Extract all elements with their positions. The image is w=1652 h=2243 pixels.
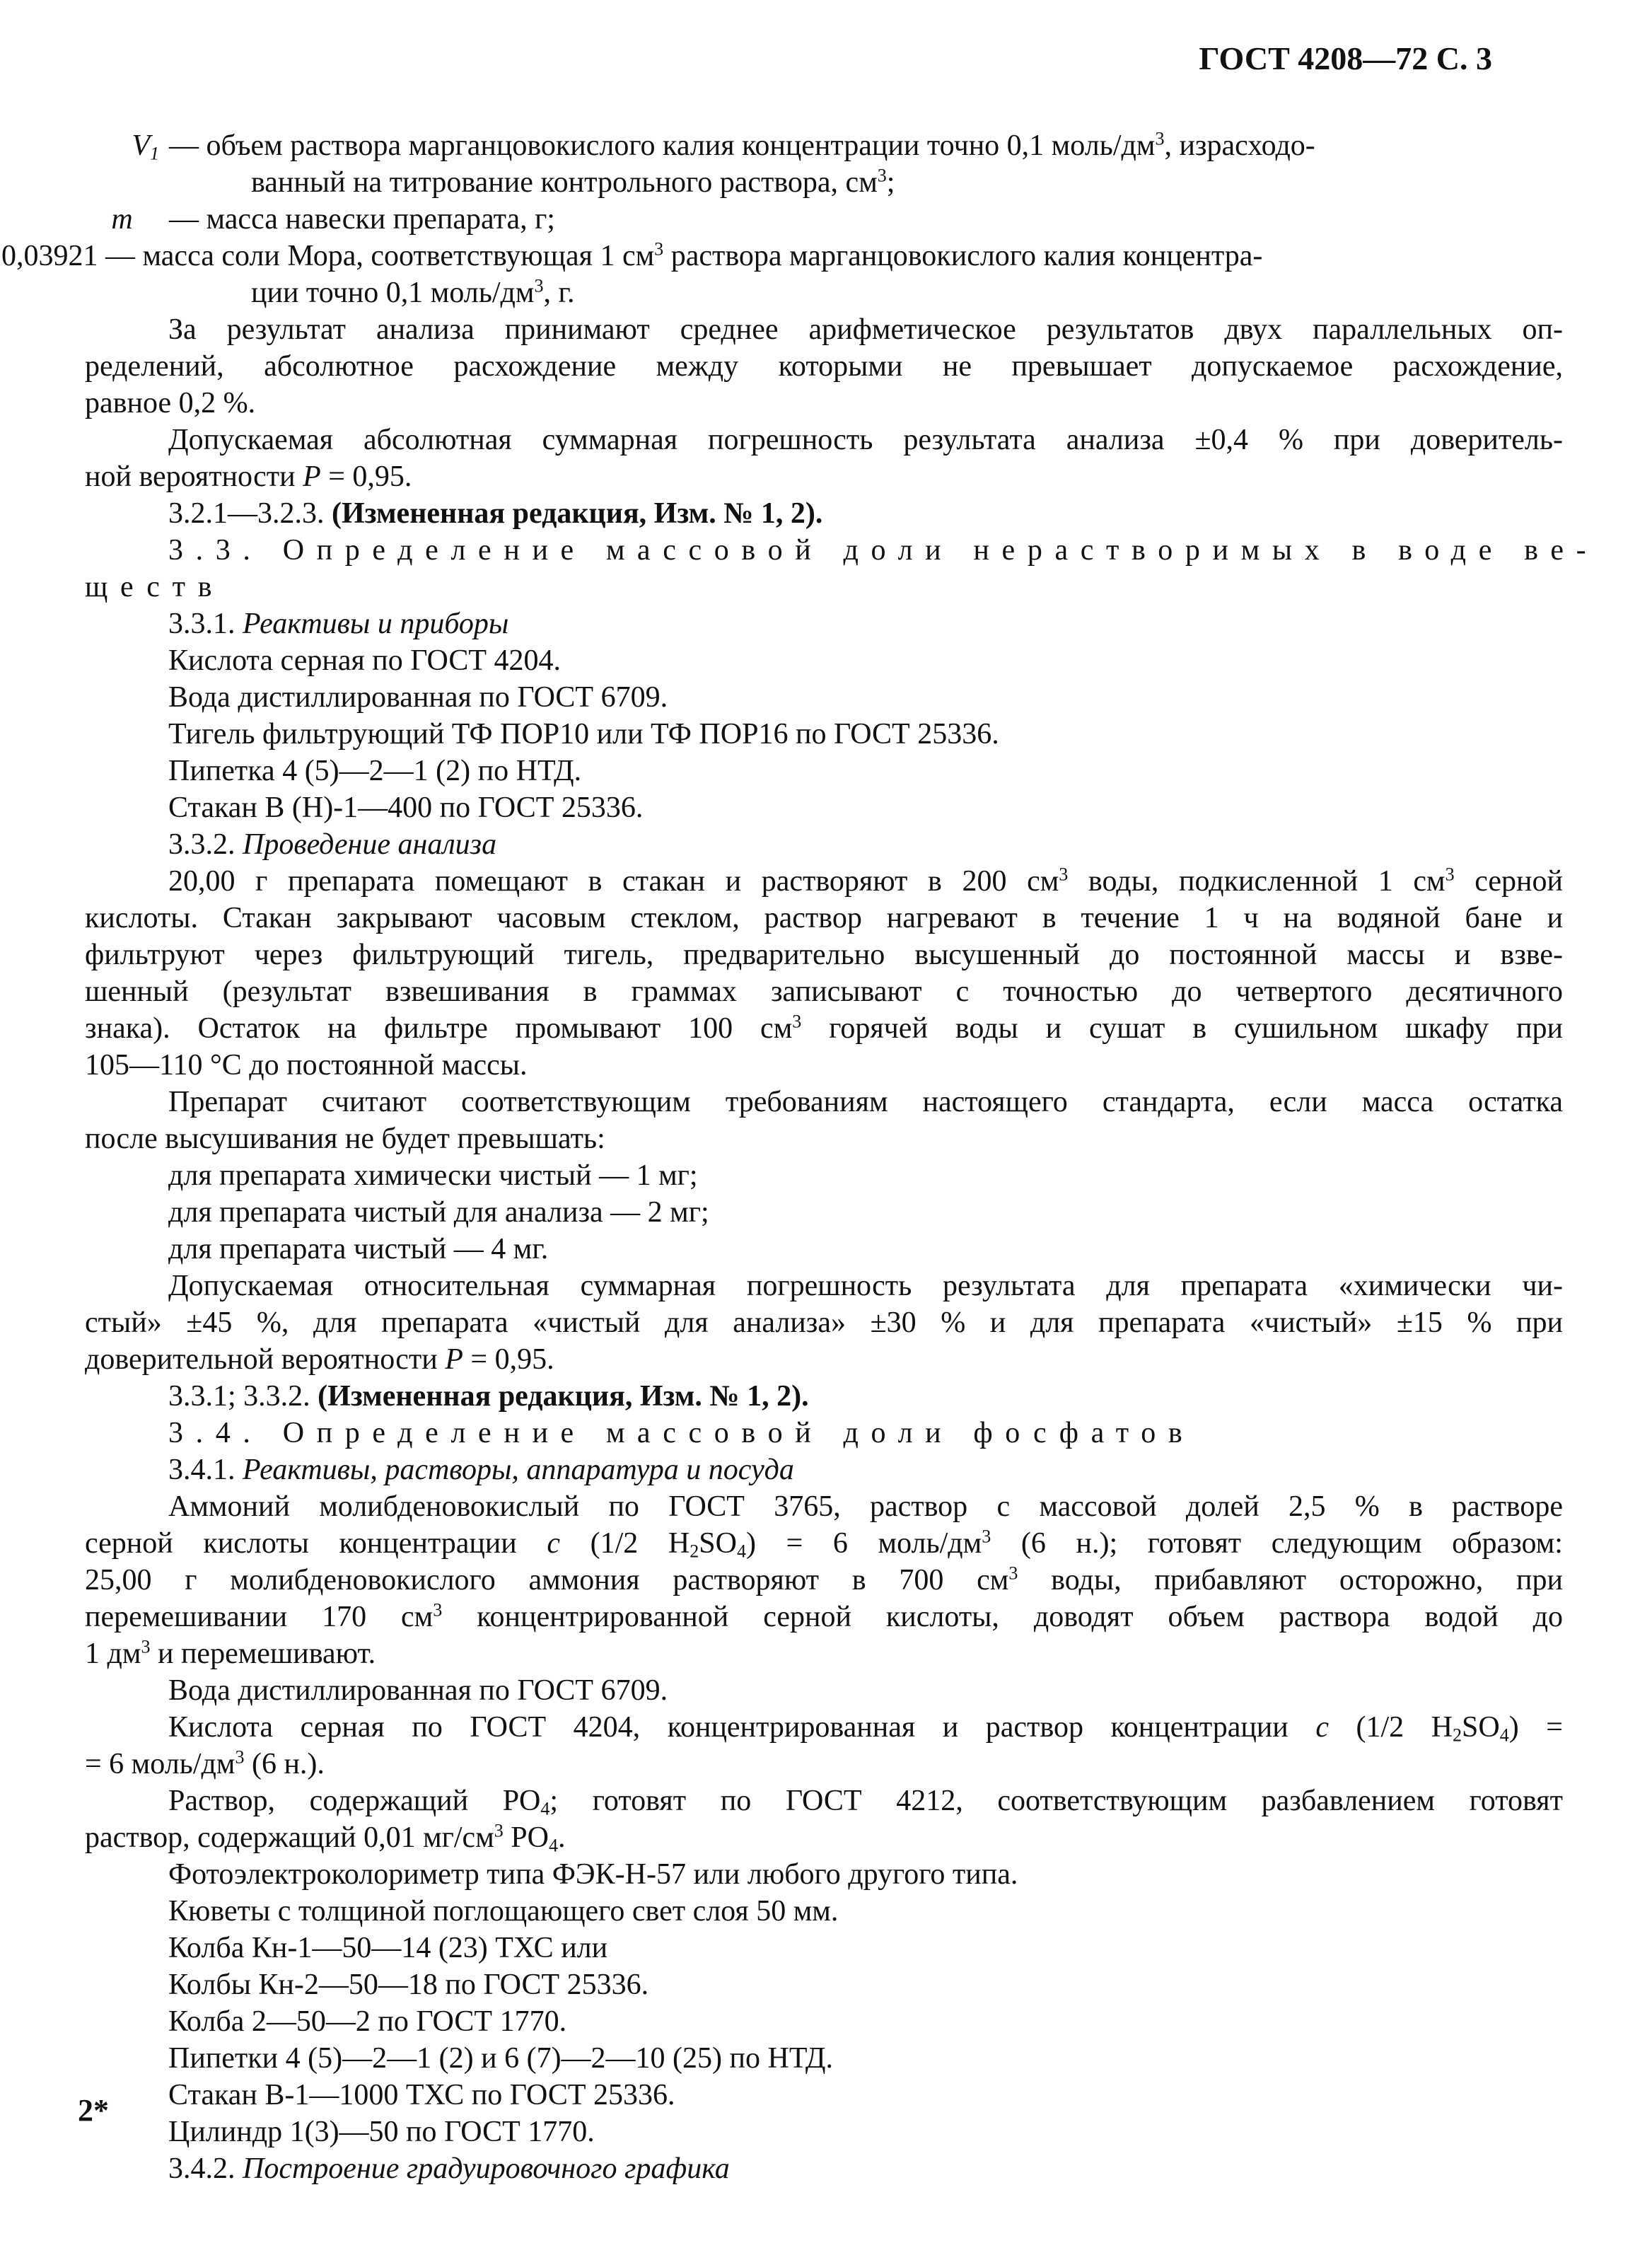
subsection-heading: 3.4.2. Построение градуировочного графика bbox=[168, 2152, 730, 2185]
list-item: для препарата чистый — 4 мг. bbox=[168, 1233, 549, 1265]
paragraph-line: перемешивании 170 $см^3$ концентрированной серной кислоты, доводят объем раствора водой до bbox=[85, 1599, 1563, 1633]
list-item: Колбы Кн-2—50—18 по ГОСТ 25336. bbox=[168, 1969, 649, 2001]
paragraph-line: раствор, содержащий 0,01 $мг/см^3$ $PO_4$. bbox=[85, 1820, 566, 1856]
list-item: Вода дистиллированная по ГОСТ 6709. bbox=[168, 681, 668, 714]
paragraph-line: серной кислоты концентрации c (1/2 $H_2SO_4) = 6$ моль/$дм^3$ (6 н.); готовят следующим образом: bbox=[85, 1526, 1563, 1562]
paragraph-line: 105—110 °С до постоянной массы. bbox=[85, 1049, 528, 1082]
list-item: Цилиндр 1(3)—50 по ГОСТ 1770. bbox=[168, 2116, 595, 2148]
paragraph-line: после высушивания не будет превышать: bbox=[85, 1123, 605, 1155]
document-body bbox=[1, 127, 1599, 2187]
paragraph-line: фильтруют через фильтрующий тигель, предварительно высушенный до постоянной массы и взве- bbox=[85, 939, 1563, 971]
subsection-heading: 3.4.1. Реактивы, растворы, аппаратура и посуда bbox=[168, 1454, 794, 1486]
variable-m: m bbox=[111, 203, 133, 236]
section-heading-3-3-line1: 3.3. Определение массовой доли нерастворимых в воде ве- bbox=[168, 534, 1599, 567]
amendment-note: 3.3.1; 3.3.2. (Измененная редакция, Изм. № 1, 2). bbox=[168, 1380, 809, 1413]
paragraph-line: Кислота серная по ГОСТ 4204, концентрированная и раствор концентрации c (1/2 $H_2SO_4$) = bbox=[168, 1711, 1563, 1746]
paragraph-line: доверительной вероятности P = 0,95. bbox=[85, 1343, 554, 1376]
definition-v1-line1: $V_1$ — объем раствора марганцовокислого калия концентрации точно 0,1 моль/$дм^3$, израсходо- bbox=[85, 127, 1563, 164]
definition-mohr-line2: ции точно 0,1 моль/$дм^3$, г. bbox=[251, 275, 575, 309]
paragraph-line: стый» ±45 %, для препарата «чистый для анализа» ±30 % и для препарата «чистый» ±15 % при bbox=[85, 1306, 1563, 1339]
paragraph-line: Раствор, содержащий $PO_4$; готовят по ГОСТ 4212, соответствующим разбавлением готовят bbox=[168, 1785, 1563, 1819]
paragraph-line: Аммоний молибденовокислый по ГОСТ 3765, раствор с массовой долей 2,5 % в растворе bbox=[168, 1490, 1563, 1523]
section-heading-3-3-line2: ществ bbox=[85, 571, 225, 603]
definition-v1-line2: ванный на титрование контрольного раствора, $см^3$; bbox=[251, 165, 895, 199]
list-item: Фотоэлектроколориметр типа ФЭК-Н-57 или любого другого типа. bbox=[168, 1858, 1018, 1891]
list-item: Тигель фильтрующий ТФ ПОР10 или ТФ ПОР16 по ГОСТ 25336. bbox=[168, 718, 999, 750]
list-item: Колба 2—50—2 по ГОСТ 1770. bbox=[168, 2005, 567, 2038]
constant-mohr: 0,03921 bbox=[1, 240, 98, 272]
paragraph-line: Допускаемая относительная суммарная погрешность результата для препарата «химически чи- bbox=[168, 1270, 1563, 1302]
definition-mohr-line1: 0,03921 — масса соли Мора, соответствующая 1 $см^3$ раствора марганцовокислого калия концентра- bbox=[1, 238, 1263, 272]
paragraph-line: = 6 моль/$дм^3$ (6 н.). bbox=[85, 1746, 325, 1780]
paragraph-line: равное 0,2 %. bbox=[85, 387, 256, 419]
paragraph-line: 20,00 г препарата помещают в стакан и растворяют в 200 $см^3$ воды, подкисленной 1 $см^3$ серной bbox=[168, 864, 1563, 898]
paragraph-line: Допускаемая абсолютная суммарная погрешность результата анализа ±0,4 % при доверитель- bbox=[168, 424, 1563, 456]
section-heading-3-4: 3.4. Определение массовой доли фосфатов bbox=[168, 1417, 1195, 1449]
list-item: Стакан В-1—1000 ТХС по ГОСТ 25336. bbox=[168, 2079, 675, 2111]
paragraph-line: ной вероятности P = 0,95. bbox=[85, 460, 412, 493]
paragraph-line: За результат анализа принимают среднее арифметическое результатов двух параллельных оп- bbox=[168, 313, 1563, 346]
subsection-heading: 3.3.1. Реактивы и приборы bbox=[168, 608, 509, 640]
paragraph-line: шенный (результат взвешивания в граммах записывают с точностью до четвертого десятичного bbox=[85, 975, 1563, 1008]
definition-m: m — масса навески препарата, г; bbox=[85, 201, 1563, 238]
subsection-heading: 3.3.2. Проведение анализа bbox=[168, 828, 497, 861]
list-item: Колба Кн-1—50—14 (23) ТХС или bbox=[168, 1932, 608, 1964]
paragraph-line: знака). Остаток на фильтре промывают 100 $см^3$ горячей воды и сушат в сушильном шкафу при bbox=[85, 1011, 1563, 1045]
variable-v1: $V_1$ bbox=[132, 129, 159, 164]
paragraph-line: кислоты. Стакан закрывают часовым стеклом, раствор нагревают в течение 1 ч на водяной бане и bbox=[85, 902, 1563, 934]
list-item: Вода дистиллированная по ГОСТ 6709. bbox=[168, 1674, 668, 1707]
amendment-note: 3.2.1—3.2.3. (Измененная редакция, Изм. № 1, 2). bbox=[168, 497, 823, 530]
list-item: Пипетки 4 (5)—2—1 (2) и 6 (7)—2—10 (25) по НТД. bbox=[168, 2042, 833, 2075]
paragraph-line: 25,00 г молибденовокислого аммония растворяют в 700 $см^3$ воды, прибавляют осторожно, при bbox=[85, 1563, 1563, 1596]
list-item: для препарата чистый для анализа — 2 мг; bbox=[168, 1196, 709, 1229]
list-item: Пипетка 4 (5)—2—1 (2) по НТД. bbox=[168, 755, 582, 787]
paragraph-line: ределений, абсолютное расхождение между которыми не превышает допускаемое расхождение, bbox=[85, 350, 1563, 383]
page-mark: 2* bbox=[78, 2093, 109, 2128]
list-item: для препарата химически чистый — 1 мг; bbox=[168, 1159, 698, 1192]
list-item: Стакан В (Н)-1—400 по ГОСТ 25336. bbox=[168, 792, 644, 824]
list-item: Кислота серная по ГОСТ 4204. bbox=[168, 644, 562, 677]
paragraph-line: 1 $дм^3$ и перемешивают. bbox=[85, 1636, 376, 1670]
document-header: ГОСТ 4208—72 С. 3 bbox=[1199, 40, 1492, 76]
list-item: Кюветы с толщиной поглощающего свет слоя 50 мм. bbox=[168, 1895, 839, 1928]
paragraph-line: Препарат считают соответствующим требованиям настоящего стандарта, если масса остатка bbox=[168, 1086, 1563, 1118]
